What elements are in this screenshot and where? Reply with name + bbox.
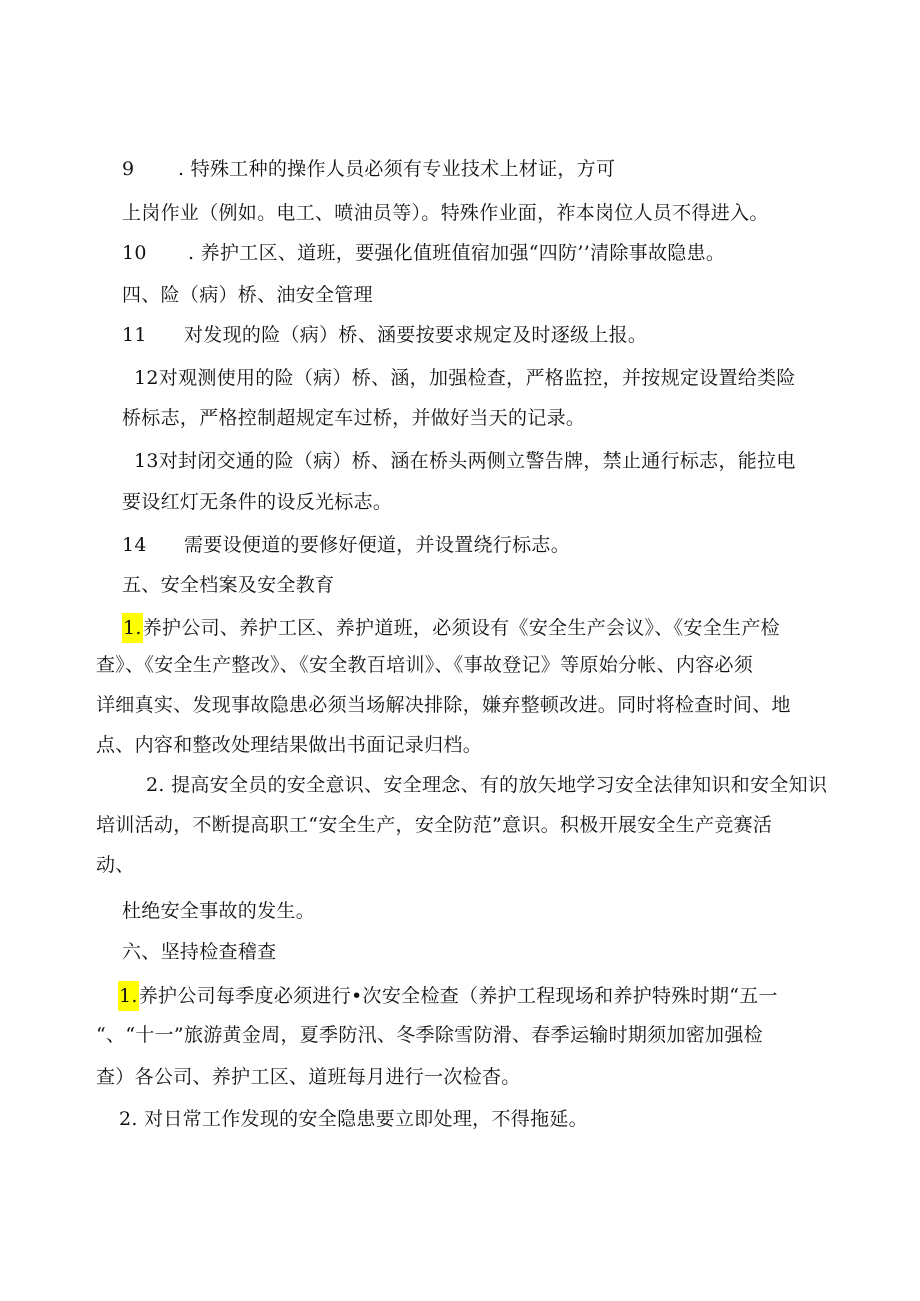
text-line: 查》、《安全生产整改》、《安全教百培训》、《事故登记》等原始分帐、内容必须: [96, 654, 754, 676]
text-line: 详细真实、发现事故隐患必须当场解决排除，嫌弃整顿改进。同时将检查时间、地: [96, 694, 791, 716]
section-heading: 六、坚持检查稽查: [122, 941, 277, 963]
text-line: 10 . 养护工区、道班，要强化值班值宿加强“四防’’清除事故隐患。: [122, 242, 726, 264]
text-line: 1.养护公司每季度必须进行•次安全检查（养护工程现场和养护特殊时期“五一: [118, 981, 778, 1011]
text-line: 9 . 特殊工种的操作人员必须有专业技术上材证，方可: [122, 158, 616, 180]
text-line: 要设红灯无条件的设反光标志。: [122, 491, 393, 513]
text-line: 上岗作业（例如。电工、喷油员等）。特殊作业面，祚本岗位人员不得进入。: [122, 202, 769, 224]
text-line: 13对封闭交通的险（病）桥、涵在桥头两侧立警告牌，禁止通行标志，能拉电: [134, 450, 796, 472]
text-line: 14 需要设便道的要修好便道，并设置绕行标志。: [122, 534, 571, 556]
text-line: 1.养护公司、养护工区、养护道班，必须设有《安全生产会议》、《安全生产检: [122, 613, 780, 643]
text-line: 12对观测使用的险（病）桥、涵，加强检查，严格监控，并按规定设置给类险: [134, 367, 796, 389]
highlighted-number: 1.: [118, 981, 139, 1011]
text-line: 点、内容和整改处理结果做出书面记录归档。: [96, 734, 483, 756]
item-number: 14: [122, 534, 147, 556]
section-heading: 五、安全档案及安全教育: [122, 574, 335, 596]
text-line: 11 对发现的险（病）桥、涵要按要求规定及时逐级上报。: [122, 324, 648, 346]
text-line: 杜绝安全事故的发生。: [122, 900, 316, 922]
text-line: 2. 对日常工作发现的安全隐患要立即处理，不得拖延。: [119, 1108, 588, 1130]
text-line: 动、: [96, 854, 135, 876]
item-number: 10: [122, 242, 147, 264]
text-line: 2. 提高安全员的安全意识、安全理念、有的放矢地学习安全法律知识和安全知识: [146, 774, 828, 796]
text-line: “、“十一”旅游黄金周，夏季防汛、冬季除雪防滑、春季运输时期须加密加强检: [96, 1024, 763, 1046]
text-line: 桥标志，严格控制超规定车过桥，并做好当天的记录。: [122, 407, 586, 429]
text-line: 培训活动，不断提高职工“安全生产，安全防范”意识。积极开展安全生产竞赛活: [96, 814, 773, 836]
highlighted-number: 1.: [122, 613, 143, 643]
section-heading: 四、险（病）桥、油安全管理: [122, 284, 373, 306]
text-line: 查）各公司、养护工区、道班每月进行一次检杳。: [96, 1066, 521, 1088]
item-number: 11: [122, 324, 147, 346]
item-number: 9: [122, 158, 135, 180]
